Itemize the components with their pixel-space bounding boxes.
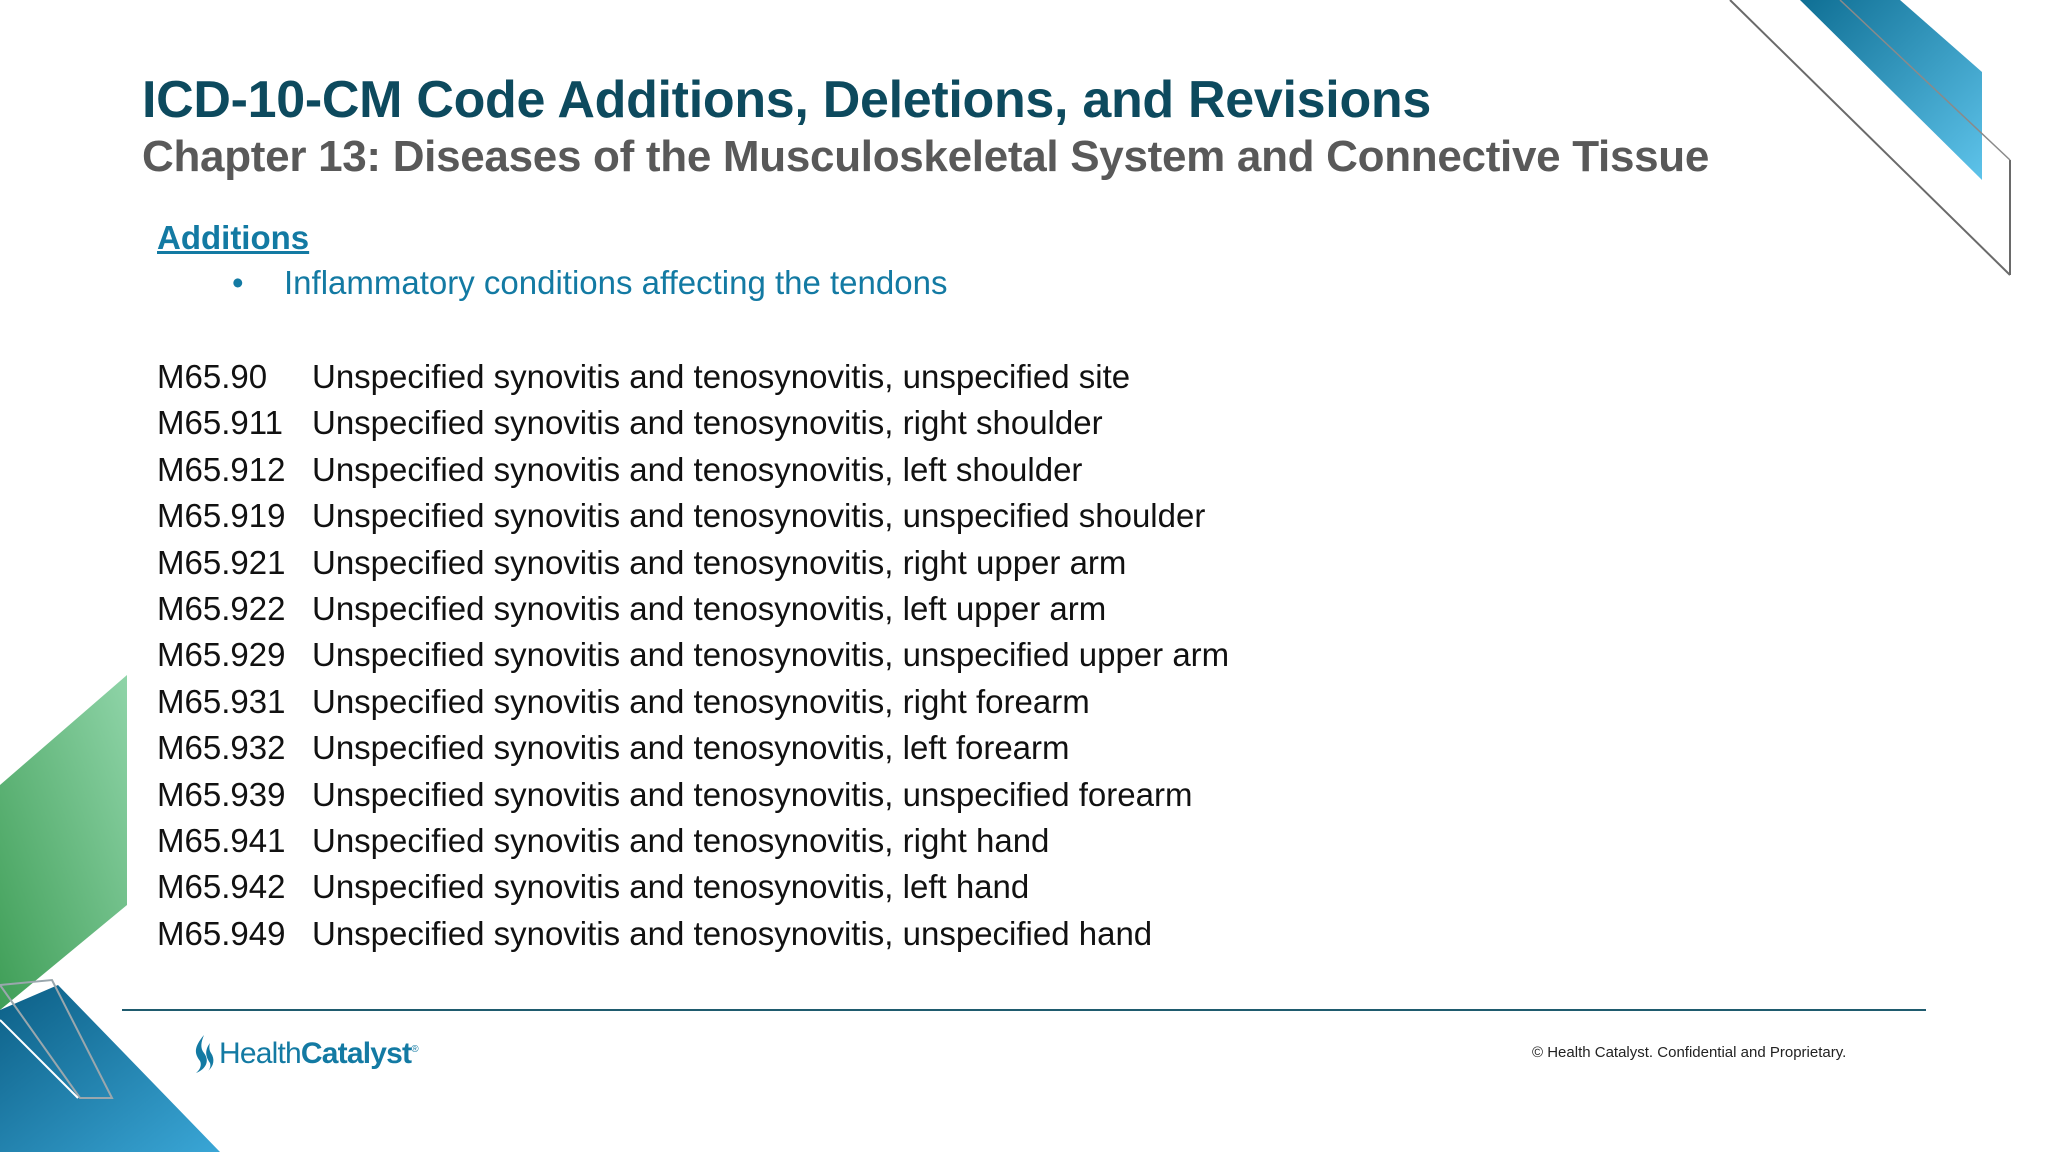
code-value: M65.939 [157,775,286,813]
code-description: Unspecified synovitis and tenosynovitis, right hand [312,821,1050,859]
code-description: Unspecified synovitis and tenosynovitis, left upper arm [312,589,1107,627]
health-catalyst-flame-icon [190,1033,216,1075]
health-catalyst-logo [190,1033,418,1075]
code-value: M65.921 [157,543,286,581]
code-row [157,679,1229,725]
code-row [157,447,1229,493]
footer-divider [122,1009,1926,1011]
code-row [157,911,1229,957]
code-value: M65.919 [157,497,286,535]
code-row [157,818,1229,864]
code-description: Unspecified synovitis and tenosynovitis, left shoulder [312,450,1083,488]
code-description: Unspecified synovitis and tenosynovitis, unspecified forearm [312,775,1193,813]
code-row [157,493,1229,539]
code-row [157,586,1229,632]
page-title: ICD-10-CM Code Additions, Deletions, and Revisions [142,71,1431,129]
code-row [157,540,1229,586]
page-subtitle: Chapter 13: Diseases of the Musculoskeletal System and Connective Tissue [142,132,1710,181]
code-description: Unspecified synovitis and tenosynovitis, unspecified site [312,358,1131,395]
code-description: Unspecified synovitis and tenosynovitis, right upper arm [312,543,1127,581]
code-row [157,400,1229,446]
code-value: M65.932 [157,729,286,767]
code-value: M65.911 [157,404,283,442]
top-right-corner-graphic [1730,0,2010,275]
code-value: M65.90 [157,358,268,395]
section-heading-additions: Additions [157,219,310,256]
code-value: M65.931 [157,682,286,720]
code-row [157,772,1229,818]
code-description: Unspecified synovitis and tenosynovitis, unspecified hand [312,914,1153,952]
code-list [157,354,1229,957]
code-value: M65.922 [157,589,286,627]
code-value: M65.941 [157,821,286,859]
code-value: M65.912 [157,450,286,488]
code-row [157,864,1229,910]
code-value: M65.949 [157,914,286,952]
code-value: M65.942 [157,868,286,906]
code-row [157,632,1229,678]
code-description: Unspecified synovitis and tenosynovitis, right forearm [312,682,1090,720]
code-description: Unspecified synovitis and tenosynovitis, left hand [312,868,1030,906]
bullet-text: Inflammatory conditions affecting the tendons [284,264,948,301]
code-row [157,725,1229,771]
bullet-item [232,264,947,302]
code-description: Unspecified synovitis and tenosynovitis, right shoulder [312,404,1103,442]
code-description: Unspecified synovitis and tenosynovitis, unspecified upper arm [312,636,1230,674]
code-row [157,354,1229,400]
code-description: Unspecified synovitis and tenosynovitis, unspecified shoulder [312,497,1206,535]
logo-wordmark: HealthCatalyst® [219,1037,418,1070]
code-description: Unspecified synovitis and tenosynovitis, left forearm [312,729,1070,767]
copyright-notice: © Health Catalyst. Confidential and Proprietary. [1532,1044,1847,1061]
bullet-dot-icon: • [232,264,244,301]
code-value: M65.929 [157,636,286,674]
